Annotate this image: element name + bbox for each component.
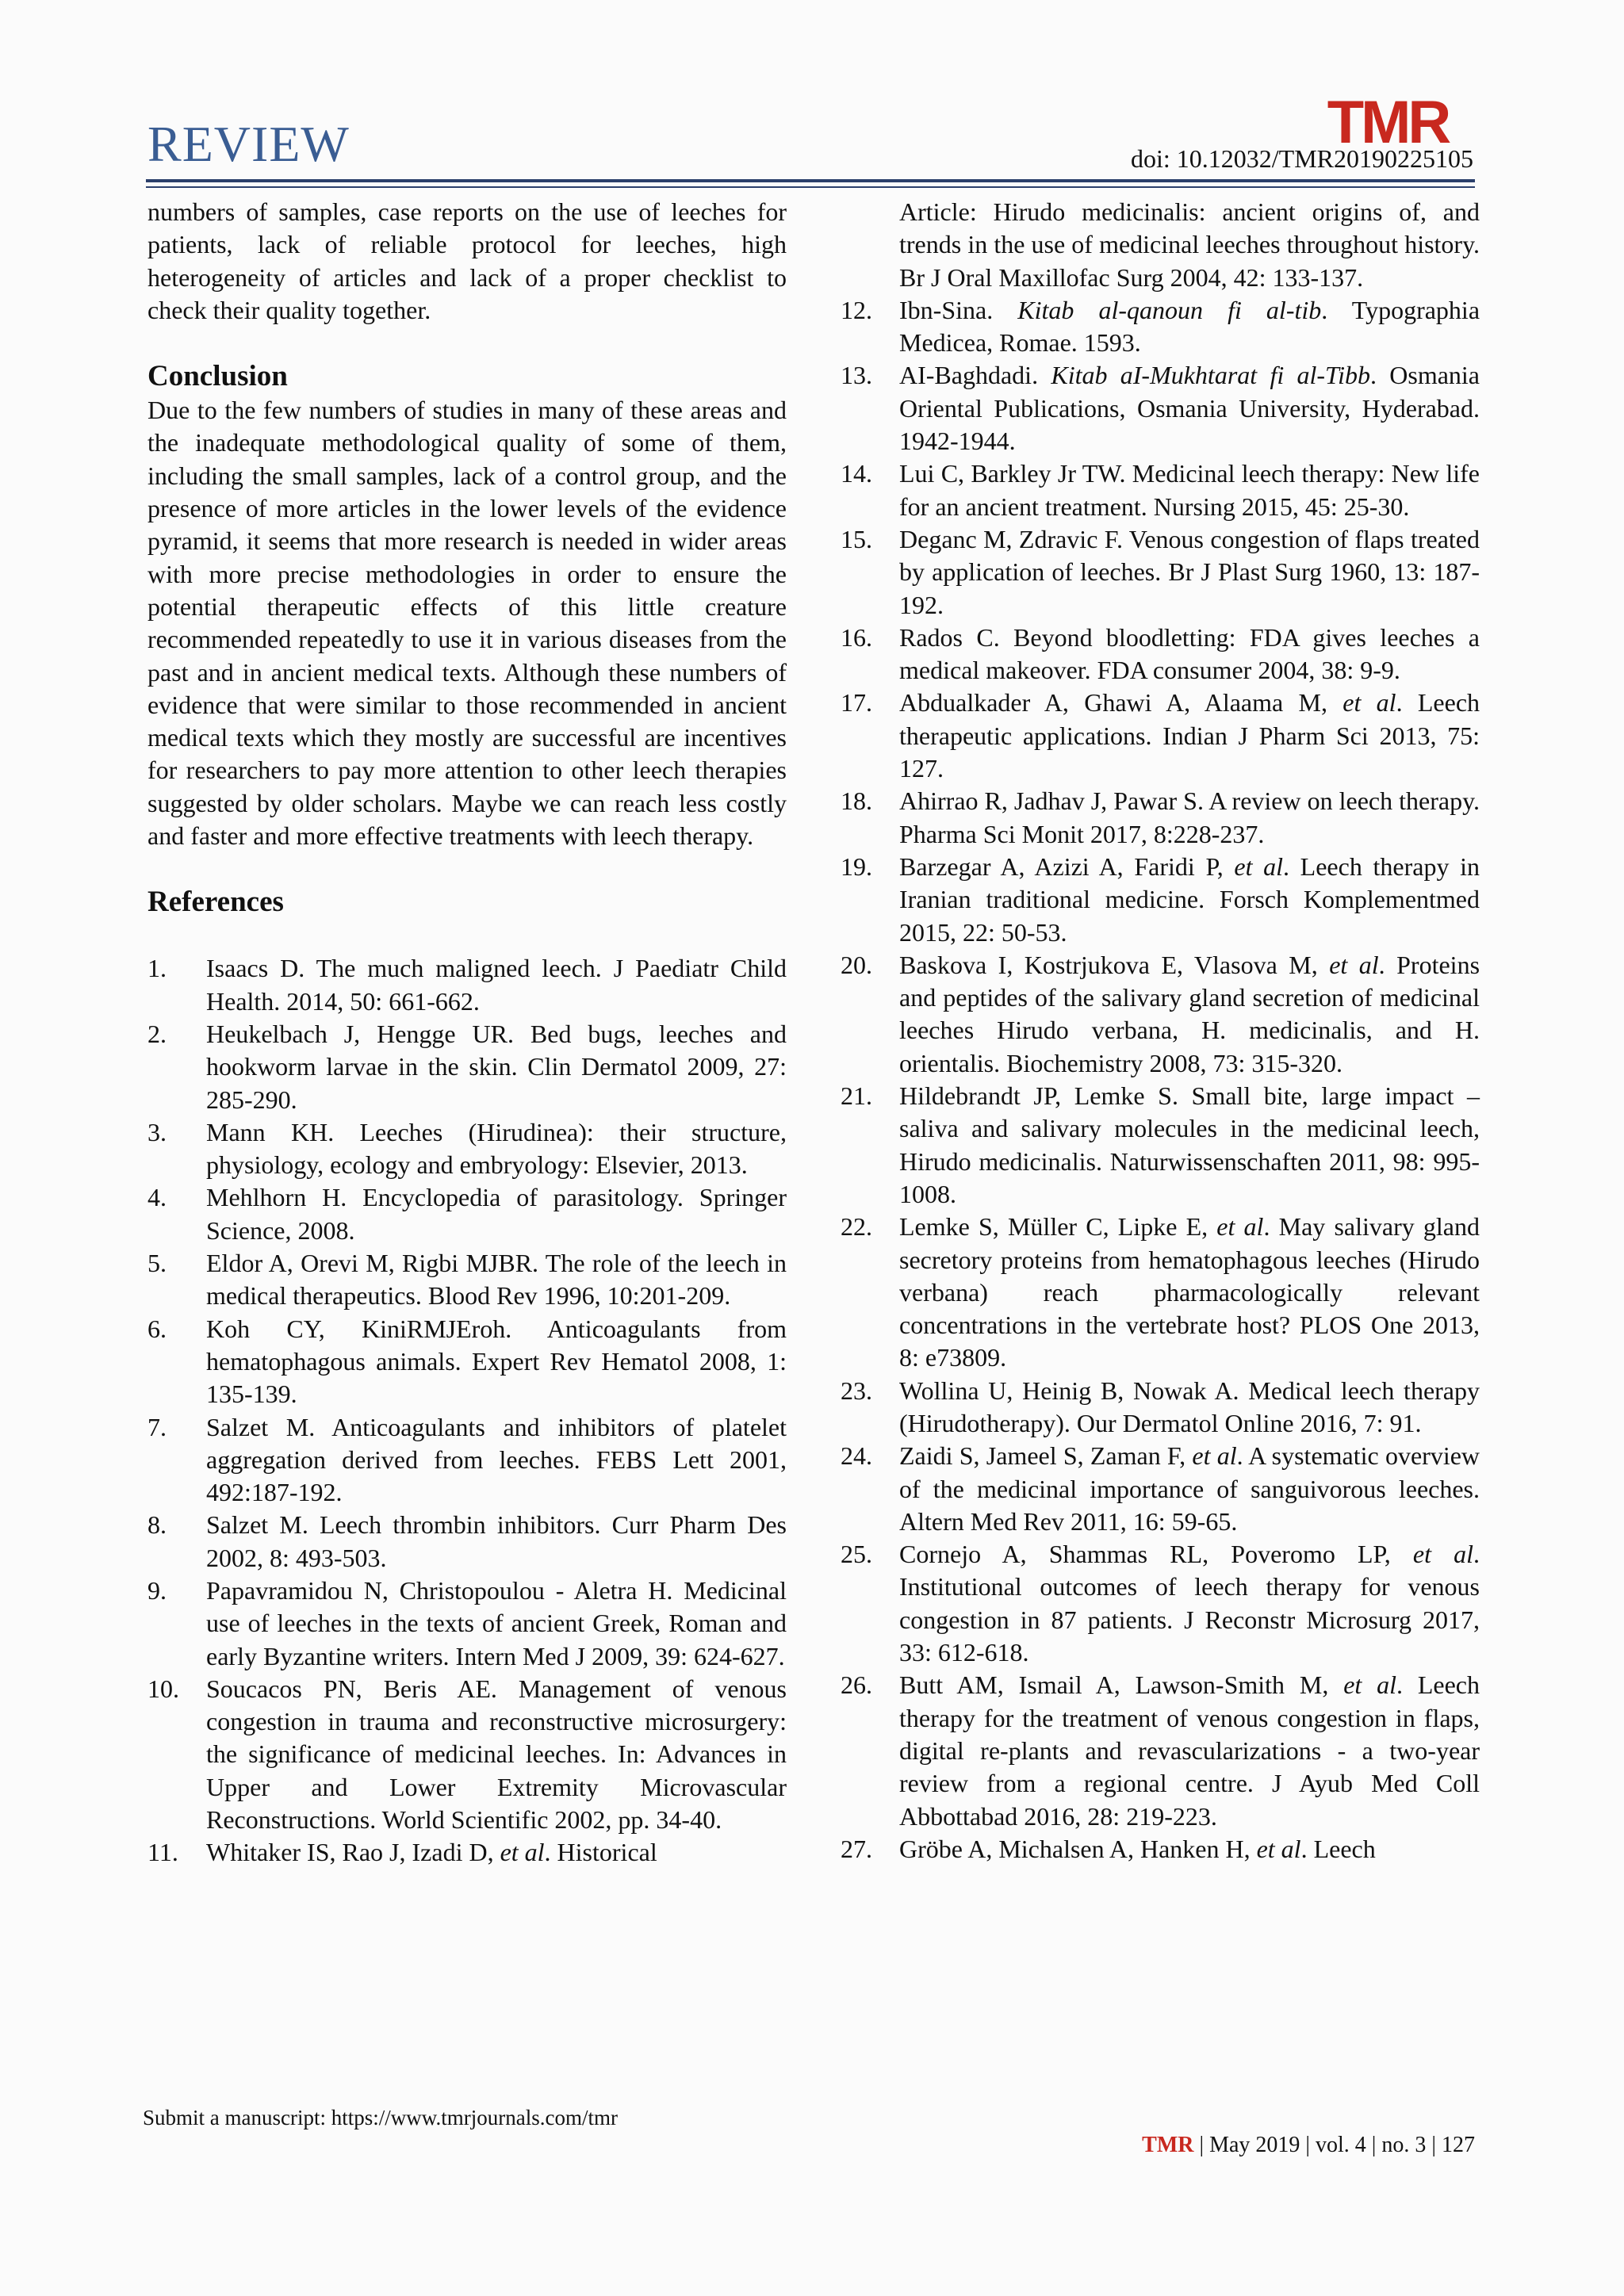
reference-item (147, 1247, 787, 1313)
reference-item (841, 949, 1480, 1080)
reference-text: Lui C, Barkley Jr TW. Medicinal leech therapy: New life for an ancient treatment. Nursing 2015, 45: 25-30. (899, 459, 1480, 521)
reference-text: . Proteins and peptides of the salivary gland secretion of medicinal leeches Hirudo verbana, H. medicinalis, and H. orientalis. Biochemistry 2008, 73: 315-320. (899, 950, 1480, 1077)
reference-number: 9. (147, 1575, 167, 1605)
reference-item (147, 1575, 787, 1673)
reference-item (841, 785, 1480, 851)
conclusion-heading: Conclusion (147, 360, 288, 393)
reference-list-left (147, 952, 787, 1869)
reference-text: . May salivary gland secretory proteins from hematophagous leeches (Hirudo verbana) reach pharmacologically relevant concentrations in the vertebrate host? PLOS One 2013, 8: e73809. (899, 1212, 1480, 1372)
reference-number: 11. (147, 1838, 178, 1867)
reference-number: 13. (841, 361, 872, 390)
reference-text: Isaacs D. The much maligned leech. J Paediatr Child Health. 2014, 50: 661-662. (206, 954, 787, 1016)
reference-text: Salzet M. Anticoagulants and inhibitors of platelet aggregation derived from leeches. FEBS Lett 2001, 492:187-192. (206, 1412, 787, 1507)
reference-text: . Historical (544, 1838, 657, 1867)
reference-text: AI-Baghdadi. (899, 361, 1051, 390)
reference-number: 12. (841, 295, 872, 324)
reference-text: Zaidi S, Jameel S, Zaman F, (899, 1441, 1193, 1471)
reference-number: 18. (841, 786, 872, 816)
reference-item (841, 294, 1480, 360)
reference-number: 6. (147, 1314, 167, 1343)
reference-item (147, 1411, 787, 1510)
header-rule (146, 179, 1475, 182)
reference-number: 27. (841, 1834, 872, 1863)
reference-italic: et al (500, 1838, 545, 1867)
tmr-logo (1307, 94, 1469, 149)
reference-item (147, 952, 787, 1018)
reference-text: . Institutional outcomes of leech therapy for venous congestion in 87 patients. J Reconstr Microsurg 2017, 33: 612-618. (899, 1540, 1480, 1667)
reference-item (841, 1080, 1480, 1211)
reference-item (841, 457, 1480, 523)
intro-paragraph: numbers of samples, case reports on the use of leeches for patients, lack of reliable protocol for leeches, high heterogeneity of articles and lack of a proper checklist to check their quality together. (147, 197, 787, 324)
reference-text: . Leech (1300, 1834, 1376, 1863)
reference-text: Rados C. Beyond bloodletting: FDA gives leeches a medical makeover. FDA consumer 2004, 38: 9-9. (899, 622, 1480, 685)
reference-item (147, 1116, 787, 1182)
reference-list-right (841, 294, 1480, 1866)
reference-item (841, 359, 1480, 457)
issue-details: | May 2019 | vol. 4 | no. 3 | 127 (1193, 2133, 1475, 2157)
reference-text: Koh CY, KiniRMJEroh. Anticoagulants from hematophagous animals. Expert Rev Hematol 2008, 1: 135-139. (206, 1314, 787, 1409)
reference-text: . Typographia Medicea, Romae. 1593. (899, 295, 1480, 358)
svg-text:TMR: TMR (1327, 94, 1449, 149)
reference-number: 19. (841, 851, 872, 881)
reference-text: Abdualkader A, Ghawi A, Alaama M, (899, 688, 1343, 718)
header-rule-thin (146, 186, 1475, 188)
submit-link[interactable]: Submit a manuscript: https://www.tmrjournals.com/tmr (143, 2106, 618, 2130)
reference-item (147, 1181, 787, 1247)
reference-number: 8. (147, 1510, 167, 1540)
reference-text: . Leech therapy for the treatment of venous congestion in flaps, digital re-plants and revascularizations - a two-year review from a regional centre. J Ayub Med Coll Abbottabad 2016, 28: 219-223. (899, 1670, 1480, 1831)
reference-text: Whitaker IS, Rao J, Izadi D, (206, 1838, 500, 1867)
doi-label: doi: 10.12032/TMR20190225105 (1130, 144, 1473, 173)
reference-item (841, 1669, 1480, 1832)
reference-italic: et al (1342, 688, 1396, 718)
reference-text: Barzegar A, Azizi A, Faridi P, (899, 851, 1235, 881)
reference-italic: et al (1256, 1834, 1301, 1863)
reference-number: 5. (147, 1249, 167, 1278)
reference-text: . Leech therapy in Iranian traditional medicine. Forsch Komplementmed 2015, 22: 50-53. (899, 851, 1480, 947)
reference-text: Butt AM, Ismail A, Lawson-Smith M, (899, 1670, 1344, 1700)
reference-item (147, 1509, 787, 1575)
section-title: REVIEW (147, 116, 350, 172)
reference-italic: et al (1412, 1540, 1474, 1569)
reference-number: 26. (841, 1670, 872, 1700)
reference-number: 21. (841, 1081, 872, 1111)
reference-number: 7. (147, 1412, 167, 1441)
issue-info (1031, 2133, 1475, 2158)
reference-item (841, 1538, 1480, 1669)
reference-item (841, 1440, 1480, 1538)
reference-item (147, 1313, 787, 1411)
reference-item (841, 523, 1480, 622)
left-column (147, 196, 787, 1869)
reference-number: 25. (841, 1540, 872, 1569)
reference-item (147, 1018, 787, 1116)
reference-text: Soucacos PN, Beris AE. Management of venous congestion in trauma and reconstructive microsurgery: the significance of medicinal leeches. In: Advances in Upper and Lower Extremity Microvascular Reconstructions. World Scientific 2002, pp. 34-40. (206, 1674, 787, 1835)
reference-italic: Kitab aI-Mukhtarat fi al-Tibb (1051, 361, 1370, 390)
reference-italic: et al (1343, 1670, 1397, 1700)
footer-brand: TMR (1142, 2133, 1194, 2157)
reference-number: 15. (841, 524, 872, 553)
reference-text: Wollina U, Heinig B, Nowak A. Medical leech therapy (Hirudotherapy). Our Dermatol Online 2016, 7: 91. (899, 1376, 1480, 1437)
reference-text: Baskova I, Kostrjukova E, Vlasova M, (899, 950, 1330, 979)
reference-number: 2. (147, 1019, 167, 1048)
reference-text: Gröbe A, Michalsen A, Hanken H, (899, 1834, 1257, 1863)
reference-item (841, 1833, 1480, 1866)
references-heading: References (147, 886, 284, 919)
reference-continuation: Article: Hirudo medicinalis: ancient origins of, and trends in the use of medicinal leeches throughout history. Br J Oral Maxillofac Surg 2004, 42: 133-137. (899, 197, 1480, 292)
reference-number: 10. (147, 1674, 179, 1703)
right-column (841, 196, 1480, 1866)
conclusion-paragraph: Due to the few numbers of studies in many of these areas and the inadequate methodological quality of some of them, including the small samples, lack of a control group, and the presence of more articles in the lower levels of the evidence pyramid, it seems that more research is needed in wider areas with more precise methodologies in order to ensure the potential therapeutic effects of this little creature recommended repeatedly to use it in various diseases from the past and in ancient medical texts. Although these numbers of evidence that were similar to those recommended in ancient medical texts which they mostly are successful are incentives for researchers to pay more attention to other leech therapies suggested by older scholars. Maybe we can reach less costly and faster and more effective treatments with leech therapy. (147, 396, 787, 851)
reference-number: 4. (147, 1183, 167, 1212)
reference-item (841, 1375, 1480, 1441)
reference-text: . Osmania Oriental Publications, Osmania University, Hyderabad. 1942-1944. (899, 361, 1480, 456)
reference-italic: et al (1216, 1212, 1264, 1242)
reference-text: Cornejo A, Shammas RL, Poveromo LP, (899, 1540, 1413, 1569)
reference-text: Mehlhorn H. Encyclopedia of parasitology. Springer Science, 2008. (206, 1183, 787, 1245)
reference-text: Deganc M, Zdravic F. Venous congestion of flaps treated by application of leeches. Br J Plast Surg 1960, 13: 187-192. (899, 524, 1480, 619)
reference-number: 23. (841, 1376, 872, 1405)
reference-text: . A systematic overview of the medicinal importance of sanguivorous leeches. Altern Med Rev 2011, 16: 59-65. (899, 1441, 1480, 1536)
reference-item (841, 1211, 1480, 1374)
reference-number: 20. (841, 950, 872, 979)
reference-italic: et al (1329, 950, 1379, 979)
reference-number: 16. (841, 622, 872, 652)
reference-text: Papavramidou N, Christopoulou ‐ Aletra H. Medicinal use of leeches in the texts of ancient Greek, Roman and early Byzantine writers. Intern Med J 2009, 39: 624-627. (206, 1575, 787, 1670)
reference-italic: Kitab al-qanoun fi al-tib (1017, 295, 1322, 324)
reference-text: . Leech therapeutic applications. Indian J Pharm Sci 2013, 75: 127. (899, 688, 1480, 783)
reference-item (841, 622, 1480, 687)
reference-text: Mann KH. Leeches (Hirudinea): their structure, physiology, ecology and embryology: Elsevier, 2013. (206, 1117, 787, 1180)
reference-number: 1. (147, 954, 167, 983)
reference-number: 14. (841, 459, 872, 488)
reference-text: Hildebrandt JP, Lemke S. Small bite, large impact ‒ saliva and salivary molecules in the medicinal leech, Hirudo medicinalis. Naturwissenschaften 2011, 98: 995-1008. (899, 1081, 1480, 1208)
reference-text: Lemke S, Müller C, Lipke E, (899, 1212, 1217, 1242)
reference-item (841, 851, 1480, 949)
reference-text: Ibn-Sina. (899, 295, 1018, 324)
reference-item (147, 1673, 787, 1836)
reference-item (841, 687, 1480, 785)
reference-item (147, 1836, 787, 1869)
reference-italic: et al (1192, 1441, 1237, 1471)
reference-text: Eldor A, Orevi M, Rigbi MJBR. The role of the leech in medical therapeutics. Blood Rev 1996, 10:201-209. (206, 1249, 787, 1311)
reference-text: Salzet M. Leech thrombin inhibitors. Curr Pharm Des 2002, 8: 493-503. (206, 1510, 787, 1572)
reference-text: Ahirrao R, Jadhav J, Pawar S. A review on leech therapy. Pharma Sci Monit 2017, 8:228-237. (899, 786, 1480, 848)
reference-text: Heukelbach J, Hengge UR. Bed bugs, leeches and hookworm larvae in the skin. Clin Dermatol 2009, 27: 285-290. (206, 1019, 787, 1114)
reference-number: 22. (841, 1212, 872, 1242)
reference-number: 17. (841, 688, 872, 718)
reference-number: 3. (147, 1117, 167, 1146)
reference-italic: et al (1234, 851, 1284, 881)
reference-number: 24. (841, 1441, 872, 1471)
